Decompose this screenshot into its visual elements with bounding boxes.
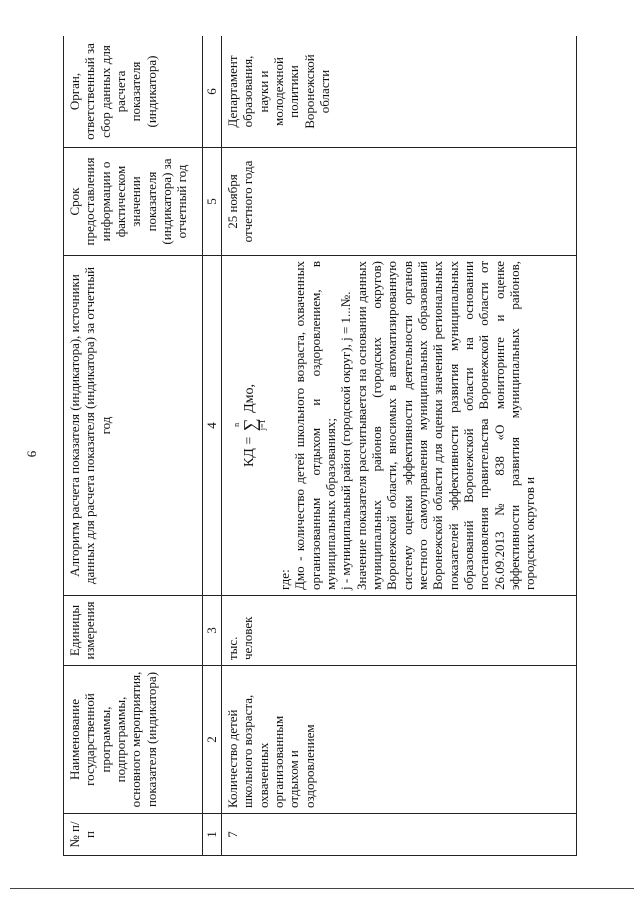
- header-algorithm: Алгоритм расчета показателя (индикатора), источники данных для расчета показателя (индикатора) за отчетный год: [64, 256, 203, 596]
- formula: [233, 261, 267, 590]
- header-responsible: Орган, ответственный за сбор данных для расчета показателя (индикатора): [64, 36, 203, 148]
- column-number: 1: [203, 814, 222, 856]
- column-number-row: [203, 36, 222, 856]
- sum-upper-limit: n: [232, 422, 241, 427]
- header-name: Наименование государственной программы, подпрограммы, основного мероприятия, показателя (индикатора): [64, 666, 203, 814]
- sum-operator: [233, 418, 267, 431]
- formula-term: Дмо,: [242, 383, 258, 413]
- indicator-unit: тыс. человек: [222, 596, 577, 666]
- header-deadline: Срок предоставления информации о фактическом значении показателя (индикатора) за отчетный год: [64, 148, 203, 256]
- rotated-table-content: [63, 36, 603, 856]
- header-num: № п/п: [64, 814, 203, 856]
- column-number: 3: [203, 596, 222, 666]
- header-unit: Единицы измерения: [64, 596, 203, 666]
- page-bottom-rule: [10, 888, 634, 889]
- rotated-table-frame: [63, 36, 603, 856]
- sum-symbol: ∑: [240, 418, 260, 432]
- algorithm-where: где:: [277, 569, 292, 590]
- algorithm-value-description: Значение показателя рассчитывается на основании данных муниципальных районов (городских округов) Воронежской области, вносимых в автоматизированную систему оценки эффективности деятельности органов местного самоуправления муниципальных образований Воронежской области для оценки значений региональных показателей эффективности развития муниципальных образований Воронежской области на основании постановления правительства Воронежской области от 26.09.2013 № 838 «О мониторинге и оценке эффективности развития муниципальных районов, городских округов и: [353, 261, 538, 590]
- algorithm-definition: Дмо - количество детей школьного возраста, охваченных организованным отдыхом и оздоровлением, в муниципальных образованиях;: [292, 261, 338, 590]
- sum-lower-limit: j=1: [258, 419, 267, 431]
- column-number: 2: [203, 666, 222, 814]
- algorithm-cell: [222, 256, 577, 596]
- indicator-table: [63, 36, 577, 856]
- page-number: 9: [24, 450, 40, 458]
- formula-lhs: КД =: [242, 436, 258, 468]
- algorithm-index-definition: j - муниципальный район (городской округ), j = 1...№.: [338, 291, 354, 590]
- row-number: 7: [222, 814, 577, 856]
- column-number: 6: [203, 36, 222, 148]
- table-row: [222, 36, 577, 856]
- deadline-cell: 25 ноября отчетного года: [222, 148, 577, 256]
- column-number: 5: [203, 148, 222, 256]
- header-row: [64, 36, 203, 856]
- responsible-cell: Департамент образования, науки и молодежной политики Воронежской области: [222, 36, 577, 148]
- column-number: 4: [203, 256, 222, 596]
- indicator-name: Количество детей школьного возраста, охваченных организованным отдыхом и оздоровлением: [222, 666, 577, 814]
